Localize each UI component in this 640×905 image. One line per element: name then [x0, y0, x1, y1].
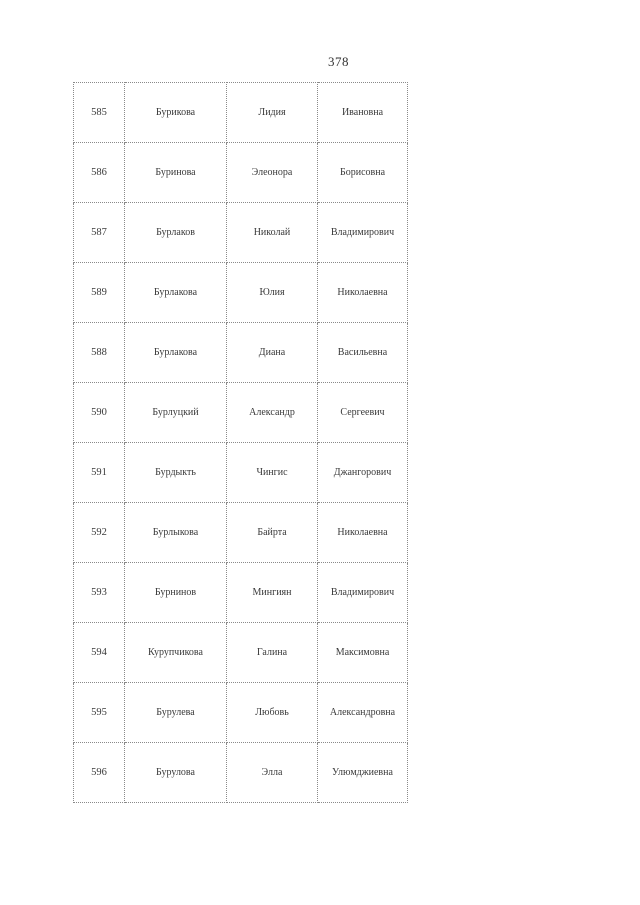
row-number-cell: 587 — [74, 203, 125, 263]
patronymic-cell: Джангорович — [318, 443, 408, 503]
patronymic-cell: Улюмджиевна — [318, 743, 408, 803]
patronymic-cell: Александровна — [318, 683, 408, 743]
surname-cell: Бурлуцкий — [125, 383, 227, 443]
surname-cell: Бурлаков — [125, 203, 227, 263]
patronymic-cell: Максимовна — [318, 623, 408, 683]
patronymic-cell: Николаевна — [318, 503, 408, 563]
table-row — [74, 143, 408, 203]
first-name-cell: Николай — [227, 203, 318, 263]
surname-cell: Бурикова — [125, 83, 227, 143]
surname-cell: Бурлакова — [125, 263, 227, 323]
first-name-cell: Галина — [227, 623, 318, 683]
names-table — [73, 82, 408, 803]
surname-cell: Бурулова — [125, 743, 227, 803]
first-name-cell: Байрта — [227, 503, 318, 563]
row-number-cell: 590 — [74, 383, 125, 443]
patronymic-cell: Сергеевич — [318, 383, 408, 443]
surname-cell: Курупчикова — [125, 623, 227, 683]
surname-cell: Бурулева — [125, 683, 227, 743]
first-name-cell: Чингис — [227, 443, 318, 503]
patronymic-cell: Ивановна — [318, 83, 408, 143]
patronymic-cell: Васильевна — [318, 323, 408, 383]
table-row — [74, 623, 408, 683]
row-number-cell: 593 — [74, 563, 125, 623]
table-row — [74, 83, 408, 143]
row-number-cell: 586 — [74, 143, 125, 203]
surname-cell: Буринова — [125, 143, 227, 203]
table-row — [74, 323, 408, 383]
table-row — [74, 683, 408, 743]
patronymic-cell: Владимирович — [318, 563, 408, 623]
surname-cell: Бурлакова — [125, 323, 227, 383]
table-row — [74, 203, 408, 263]
table-row — [74, 563, 408, 623]
row-number-cell: 585 — [74, 83, 125, 143]
row-number-cell: 594 — [74, 623, 125, 683]
table-row — [74, 263, 408, 323]
surname-cell: Бурнинов — [125, 563, 227, 623]
table-body — [74, 83, 408, 803]
patronymic-cell: Владимирович — [318, 203, 408, 263]
surname-cell: Бурдыкть — [125, 443, 227, 503]
first-name-cell: Элеонора — [227, 143, 318, 203]
row-number-cell: 588 — [74, 323, 125, 383]
surname-cell: Бурлыкова — [125, 503, 227, 563]
table-row — [74, 383, 408, 443]
first-name-cell: Александр — [227, 383, 318, 443]
first-name-cell: Любовь — [227, 683, 318, 743]
row-number-cell: 591 — [74, 443, 125, 503]
row-number-cell: 596 — [74, 743, 125, 803]
table-row — [74, 503, 408, 563]
first-name-cell: Диана — [227, 323, 318, 383]
page-number: 378 — [328, 54, 349, 69]
first-name-cell: Лидия — [227, 83, 318, 143]
row-number-cell: 592 — [74, 503, 125, 563]
row-number-cell: 589 — [74, 263, 125, 323]
first-name-cell: Элла — [227, 743, 318, 803]
patronymic-cell: Борисовна — [318, 143, 408, 203]
first-name-cell: Мингиян — [227, 563, 318, 623]
table-row — [74, 743, 408, 803]
table-row — [74, 443, 408, 503]
patronymic-cell: Николаевна — [318, 263, 408, 323]
row-number-cell: 595 — [74, 683, 125, 743]
first-name-cell: Юлия — [227, 263, 318, 323]
